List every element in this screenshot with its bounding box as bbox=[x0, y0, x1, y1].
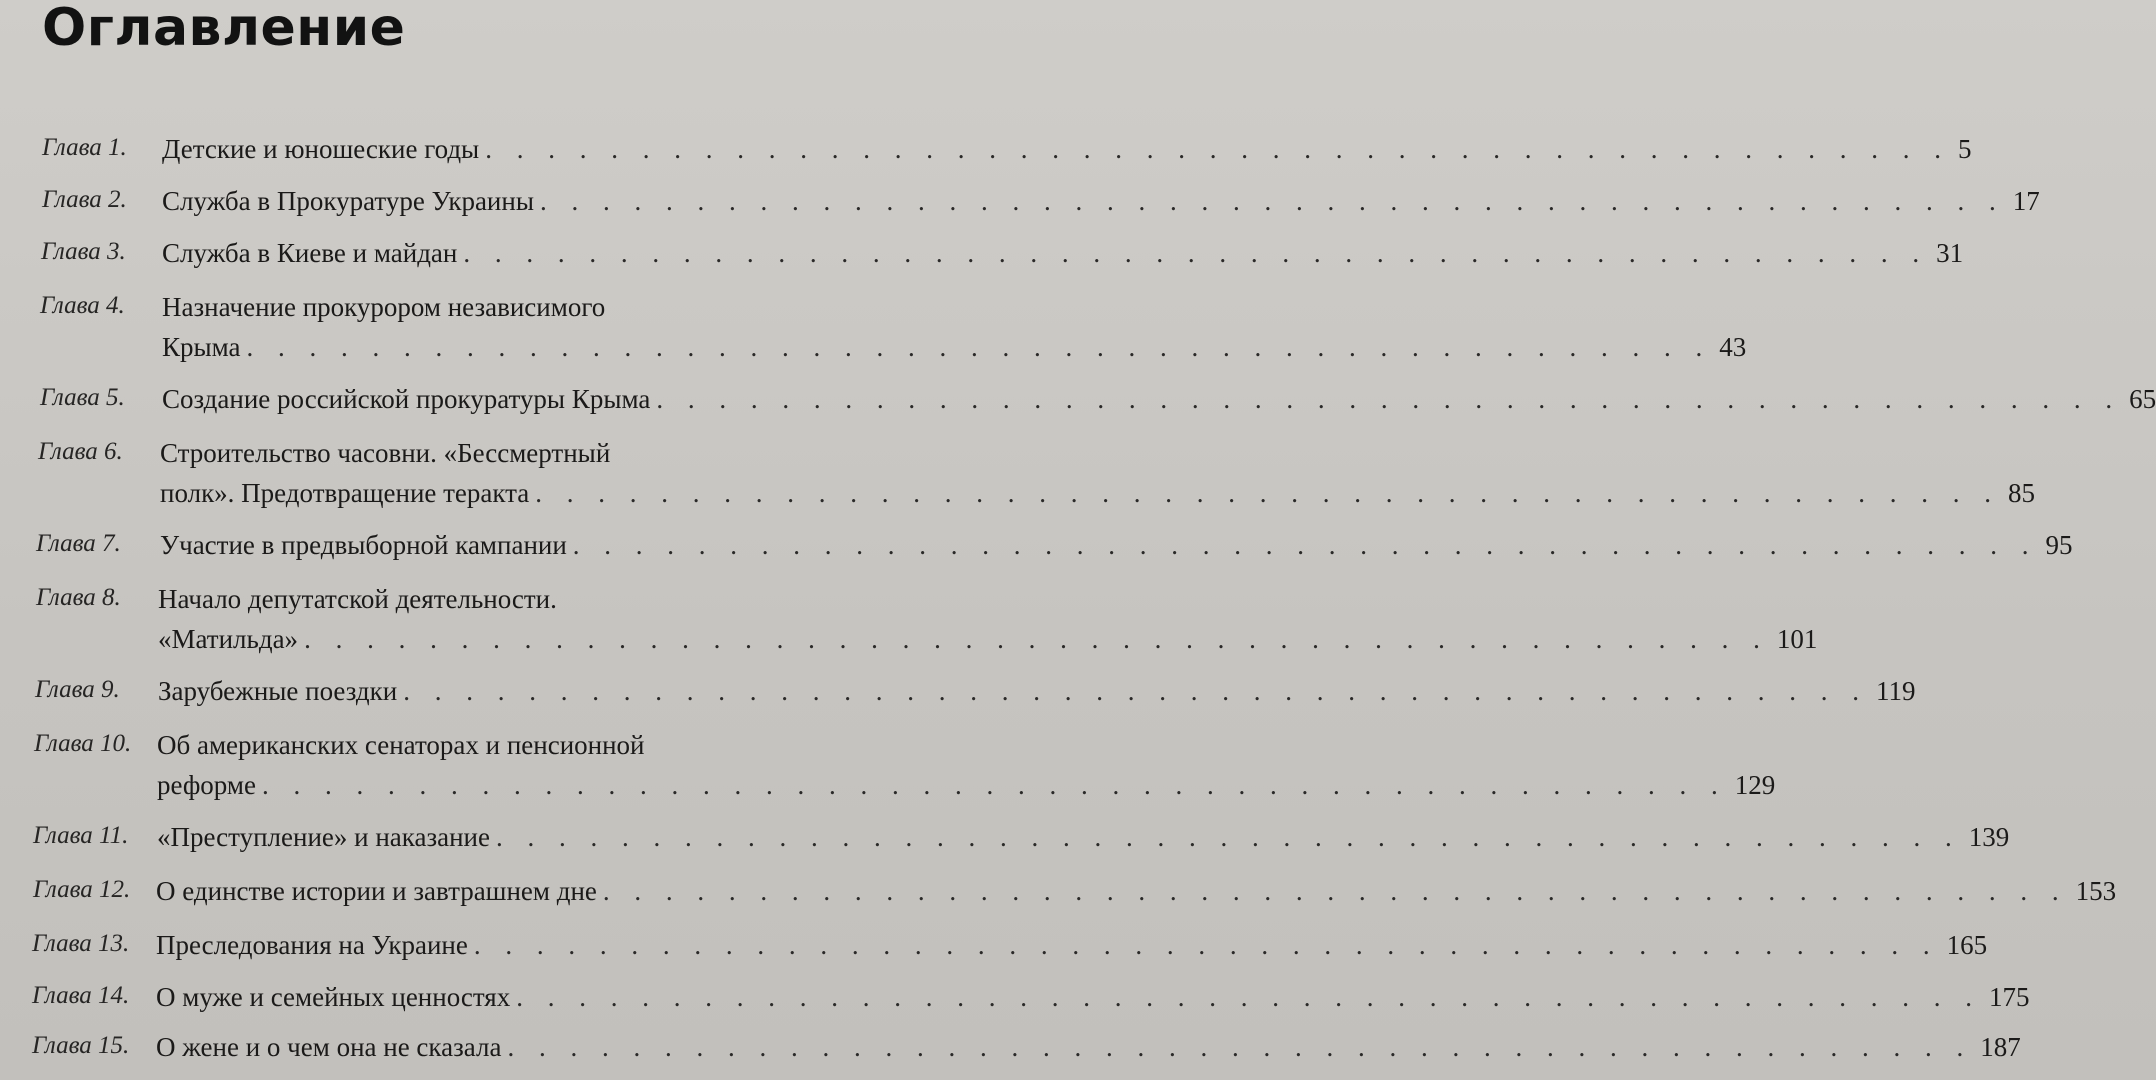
toc-line bbox=[162, 324, 1747, 370]
dot-leader: . . . . . . . . . . . . . . . . . . . . . . . . . . . . . . . . . . . . . . . . . . . . . . . bbox=[656, 384, 2122, 414]
chapter-label: Глава 12. bbox=[33, 876, 131, 903]
toc-line bbox=[158, 668, 1916, 714]
chapter-title: Служба в Прокуратуре Украины bbox=[162, 186, 534, 216]
dot-leader: . . . . . . . . . . . . . . . . . . . . . . . . . . . . . . . . . . . . . . . . . . . . . . . bbox=[535, 478, 2001, 508]
toc-line bbox=[156, 868, 2117, 914]
toc-line bbox=[160, 470, 2036, 516]
chapter-title: О жене и о чем она не сказала bbox=[156, 1032, 502, 1062]
chapter-label: Глава 8. bbox=[36, 584, 121, 611]
dot-leader: . . . . . . . . . . . . . . . . . . . . . . . . . . . . . . . . . . . . . . . . . . . . . . . bbox=[602, 876, 2068, 906]
dot-leader: . . . . . . . . . . . . . . . . . . . . . . . . . . . . . . . . . . . . . . . . . . . . . . . bbox=[495, 822, 1961, 852]
chapter-title: Назначение прокурором независимого bbox=[162, 292, 606, 322]
chapter-label: Глава 3. bbox=[41, 238, 126, 265]
chapter-title: Об американских сенаторах и пенсионной bbox=[157, 730, 645, 760]
chapter-title: Строительство часовни. «Бессмертный bbox=[160, 438, 611, 468]
page-title: Оглавление bbox=[42, 0, 406, 58]
dot-leader: . . . . . . . . . . . . . . . . . . . . . . . . . . . . . . . . . . . . . . . . . . . . . . . bbox=[539, 186, 2005, 216]
page-number: 187 bbox=[1980, 1032, 2021, 1062]
chapter-title: О муже и семейных ценностях bbox=[156, 982, 511, 1012]
dot-leader: . . . . . . . . . . . . . . . . . . . . . . . . . . . . . . . . . . . . . . . . . . . . . . . bbox=[304, 624, 1769, 654]
dot-leader: . . . . . . . . . . . . . . . . . . . . . . . . . . . . . . . . . . . . . . . . . . . . . . . bbox=[246, 332, 1712, 362]
chapter-title: Служба в Киеве и майдан bbox=[162, 238, 458, 268]
chapter-label: Глава 2. bbox=[42, 186, 127, 213]
chapter-label: Глава 15. bbox=[32, 1032, 130, 1059]
chapter-title: Зарубежные поездки bbox=[158, 676, 398, 706]
page-number: 85 bbox=[2008, 478, 2036, 508]
chapter-title: Детские и юношеские годы bbox=[162, 134, 480, 164]
page-number: 139 bbox=[1968, 822, 2010, 852]
chapter-label: Глава 13. bbox=[32, 930, 130, 957]
chapter-title-continued: реформе bbox=[157, 770, 256, 800]
chapter-title: Участие в предвыборной кампании bbox=[160, 530, 567, 560]
chapter-title-continued: полк». Предотвращение теракта bbox=[160, 478, 530, 508]
page-number: 101 bbox=[1776, 624, 1818, 654]
page-number: 43 bbox=[1719, 332, 1747, 362]
chapter-label: Глава 5. bbox=[40, 384, 125, 411]
page-number: 17 bbox=[2012, 186, 2040, 216]
dot-leader: . . . . . . . . . . . . . . . . . . . . . . . . . . . . . . . . . . . . . . . . . . . . . . . bbox=[403, 676, 1868, 706]
chapter-title: «Преступление» и наказание bbox=[157, 822, 490, 852]
toc-line bbox=[157, 814, 2010, 860]
chapter-label: Глава 11. bbox=[33, 822, 129, 849]
chapter-title: Преследования на Украине bbox=[156, 930, 468, 960]
chapter-label: Глава 14. bbox=[32, 982, 130, 1009]
toc-line bbox=[162, 126, 1972, 172]
toc-line bbox=[157, 762, 1776, 808]
dot-leader: . . . . . . . . . . . . . . . . . . . . . . . . . . . . . . . . . . . . . . . . . . . . . . . bbox=[572, 530, 2038, 560]
toc-line bbox=[162, 230, 1964, 276]
toc-line bbox=[162, 178, 2040, 224]
page-number: 65 bbox=[2129, 384, 2156, 414]
toc-line bbox=[160, 522, 2073, 568]
page-number: 153 bbox=[2075, 876, 2117, 906]
chapter-label: Глава 9. bbox=[35, 676, 120, 703]
page-number: 129 bbox=[1734, 770, 1776, 800]
page-number: 95 bbox=[2045, 530, 2073, 560]
chapter-title: Создание российской прокуратуры Крыма bbox=[162, 384, 651, 414]
toc-line bbox=[158, 616, 1818, 662]
page-number: 119 bbox=[1875, 676, 1916, 706]
toc-line bbox=[162, 376, 2156, 422]
page-number: 5 bbox=[1957, 134, 1972, 164]
chapter-label: Глава 7. bbox=[36, 530, 121, 557]
chapter-label: Глава 10. bbox=[34, 730, 132, 757]
chapter-label: Глава 4. bbox=[40, 292, 125, 319]
chapter-title: Начало депутатской деятельности. bbox=[158, 584, 557, 614]
chapter-title: О единстве истории и завтрашнем дне bbox=[156, 876, 597, 906]
dot-leader: . . . . . . . . . . . . . . . . . . . . . . . . . . . . . . . . . . . . . . . . . . . . . . . bbox=[516, 982, 1981, 1012]
toc-line bbox=[156, 922, 1988, 968]
dot-leader: . . . . . . . . . . . . . . . . . . . . . . . . . . . . . . . . . . . . . . . . . . . . . . . bbox=[507, 1032, 1973, 1062]
chapter-title-continued: Крыма bbox=[162, 332, 241, 362]
chapter-label: Глава 1. bbox=[42, 134, 127, 161]
toc-line bbox=[156, 1024, 2021, 1070]
chapter-label: Глава 6. bbox=[38, 438, 123, 465]
page-number: 31 bbox=[1936, 238, 1964, 268]
dot-leader: . . . . . . . . . . . . . . . . . . . . . . . . . . . . . . . . . . . . . . . . . . . . . . . bbox=[261, 770, 1727, 800]
page-number: 165 bbox=[1946, 930, 1988, 960]
toc-line bbox=[156, 974, 2030, 1020]
chapter-title-continued: «Матильда» bbox=[158, 624, 299, 654]
dot-leader: . . . . . . . . . . . . . . . . . . . . . . . . . . . . . . . . . . . . . . . . . . . . . . . bbox=[463, 238, 1929, 268]
page-number: 175 bbox=[1988, 982, 2030, 1012]
dot-leader: . . . . . . . . . . . . . . . . . . . . . . . . . . . . . . . . . . . . . . . . . . . . . . . bbox=[485, 134, 1950, 164]
dot-leader: . . . . . . . . . . . . . . . . . . . . . . . . . . . . . . . . . . . . . . . . . . . . . . . bbox=[473, 930, 1939, 960]
